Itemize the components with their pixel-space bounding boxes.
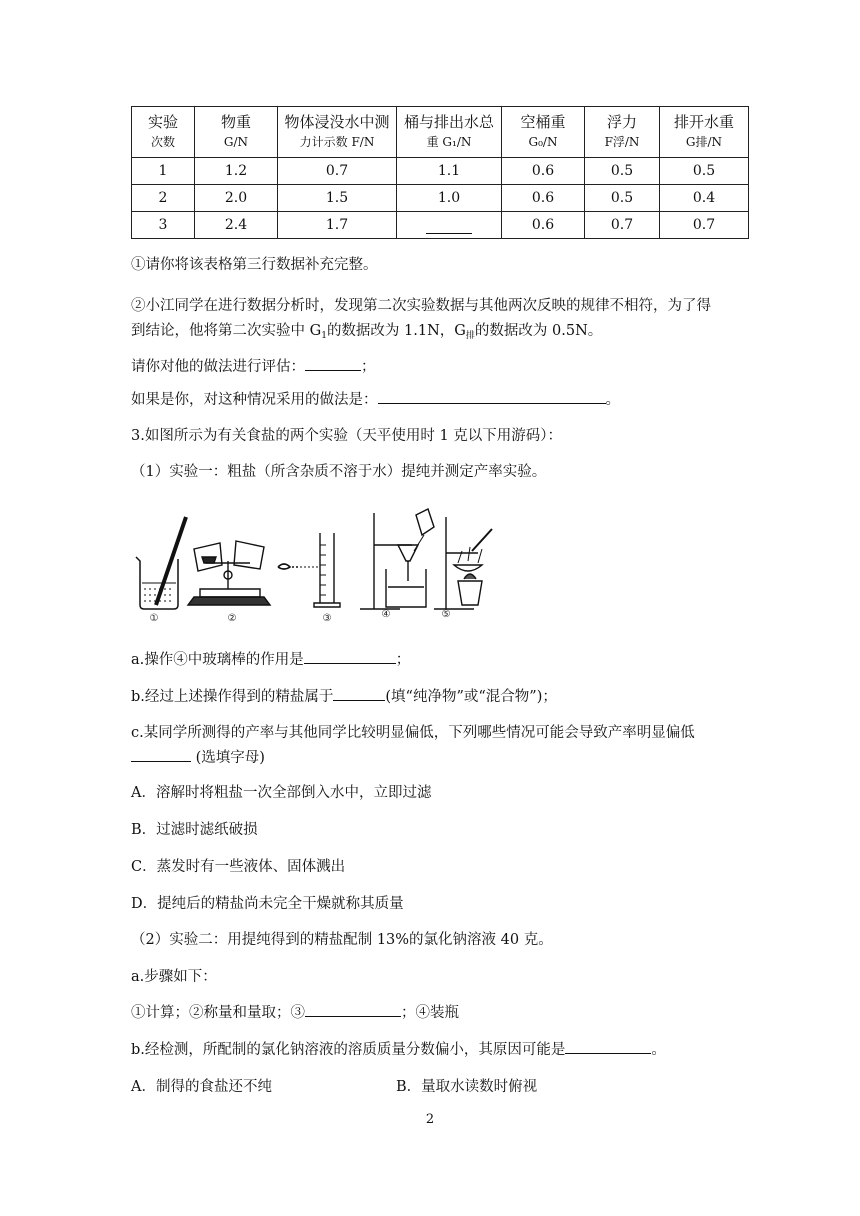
- experiment-1-heading: （1）实验一：粗盐（所含杂质不溶于水）提纯并测定产率实验。: [131, 464, 547, 480]
- table-cell: 2: [132, 185, 195, 212]
- table-header-cell: 空桶重 G₀/N: [502, 107, 585, 158]
- table-header-row: [132, 107, 749, 158]
- table-cell: 0.6: [502, 185, 585, 212]
- table-header-cell: 桶与排出水总 重 G₁/N: [397, 107, 502, 158]
- figure-label: ⑤: [441, 609, 451, 620]
- table-blank-cell: [397, 212, 502, 239]
- table-cell: 1.5: [278, 185, 397, 212]
- page-number: 2: [425, 1112, 435, 1127]
- table-cell: 0.5: [585, 185, 660, 212]
- balance-scale-icon: [188, 541, 270, 605]
- table-row: [132, 158, 749, 185]
- table-cell: 2.0: [195, 185, 278, 212]
- table-cell: 0.6: [502, 158, 585, 185]
- question-a: a.操作④中玻璃棒的作用是 ；: [131, 649, 410, 671]
- table-row: [132, 212, 749, 239]
- option-b: B．过滤时滤纸破损: [131, 822, 258, 838]
- fill-in-blank[interactable]: [565, 1039, 651, 1054]
- table-cell: 0.7: [585, 212, 660, 239]
- final-option-a: A．制得的食盐还不纯: [131, 1079, 272, 1095]
- steps-list: ①计算；②称量和量取；③ ；④装瓶: [131, 1002, 459, 1024]
- table-cell: 0.5: [585, 158, 660, 185]
- table-header-cell: 物重 G/N: [195, 107, 278, 158]
- section-3-heading: 3.如图所示为有关食盐的两个实验（天平使用时 1 克以下用游码）：: [131, 428, 563, 444]
- question-b: b.经过上述操作得到的精盐属于 (填“纯净物”或“混合物”)；: [131, 686, 557, 708]
- question-2-line-2: 到结论，他将第二次实验中 $G_1$的数据改为 1.1N，$G_排$的数据改为 0.5N。: [131, 323, 603, 341]
- table-cell: 0.7: [278, 158, 397, 185]
- table-row: [132, 185, 749, 212]
- table-cell: 1.7: [278, 212, 397, 239]
- table-header-cell: 浮力 F浮/N: [585, 107, 660, 158]
- table-header-cell: 物体浸没水中测 力计示数 F/N: [278, 107, 397, 158]
- final-option-b: B．量取水读数时俯视: [396, 1079, 538, 1095]
- measuring-cylinder-icon: [300, 533, 340, 607]
- table-cell: 1.2: [195, 158, 278, 185]
- question-c-line-1: c.某同学所测得的产率与其他同学比较明显偏低，下列哪些情况可能会导致产率明显偏低: [131, 725, 695, 741]
- fill-in-blank[interactable]: [305, 356, 361, 371]
- option-a: A．溶解时将粗盐一次全部倒入水中，立即过滤: [131, 785, 432, 801]
- filtration-setup-icon: [360, 509, 434, 609]
- evaporation-setup-icon: [434, 517, 492, 609]
- table-cell: 0.6: [502, 212, 585, 239]
- figure-label: ②: [227, 613, 237, 624]
- figure-label: ①: [149, 613, 159, 624]
- steps-title: a.步骤如下：: [131, 969, 217, 985]
- question-b2: b.经检测，所配制的氯化钠溶液的溶质质量分数偏小，其原因可能是 。: [131, 1039, 666, 1061]
- table-cell: 1: [132, 158, 195, 185]
- table-header-cell: 排开水重 G排/N: [660, 107, 749, 158]
- question-c-line-2: (选填字母): [131, 747, 265, 769]
- arrow-icon: [278, 564, 300, 569]
- lab-apparatus-figure: [128, 505, 508, 625]
- table-cell: 0.7: [660, 212, 749, 239]
- fill-in-blank[interactable]: [131, 747, 191, 762]
- your-method-prompt: 如果是你，对这种情况采用的做法是： 。: [131, 389, 620, 411]
- question-1: ①请你将该表格第三行数据补充完整。: [131, 257, 378, 273]
- option-d: D．提纯后的精盐尚未完全干燥就称其质量: [131, 896, 404, 912]
- data-table: [131, 106, 749, 239]
- fill-in-blank[interactable]: [378, 389, 606, 404]
- table-header-cell: 实验 次数: [132, 107, 195, 158]
- table-cell: 3: [132, 212, 195, 239]
- experiment-2-heading: （2）实验二：用提纯得到的精盐配制 13%的氯化钠溶液 40 克。: [131, 932, 553, 948]
- question-2-line-1: ②小江同学在进行数据分析时，发现第二次实验数据与其他两次反映的规律不相符，为了得: [131, 298, 711, 314]
- fill-in-blank[interactable]: [304, 649, 396, 664]
- table-cell: 1.1: [397, 158, 502, 185]
- dissolving-beaker-icon: [136, 517, 186, 609]
- table-cell: 2.4: [195, 212, 278, 239]
- fill-in-blank[interactable]: [426, 217, 472, 234]
- table-cell: 1.0: [397, 185, 502, 212]
- table-cell: 0.5: [660, 158, 749, 185]
- evaluate-prompt: 请你对他的做法进行评估： ；: [131, 356, 376, 378]
- figure-label: ④: [381, 609, 391, 620]
- option-c: C．蒸发时有一些液体、固体溅出: [131, 859, 346, 875]
- fill-in-blank[interactable]: [305, 1002, 401, 1017]
- table-cell: 0.4: [660, 185, 749, 212]
- figure-label: ③: [322, 613, 332, 624]
- fill-in-blank[interactable]: [333, 686, 385, 701]
